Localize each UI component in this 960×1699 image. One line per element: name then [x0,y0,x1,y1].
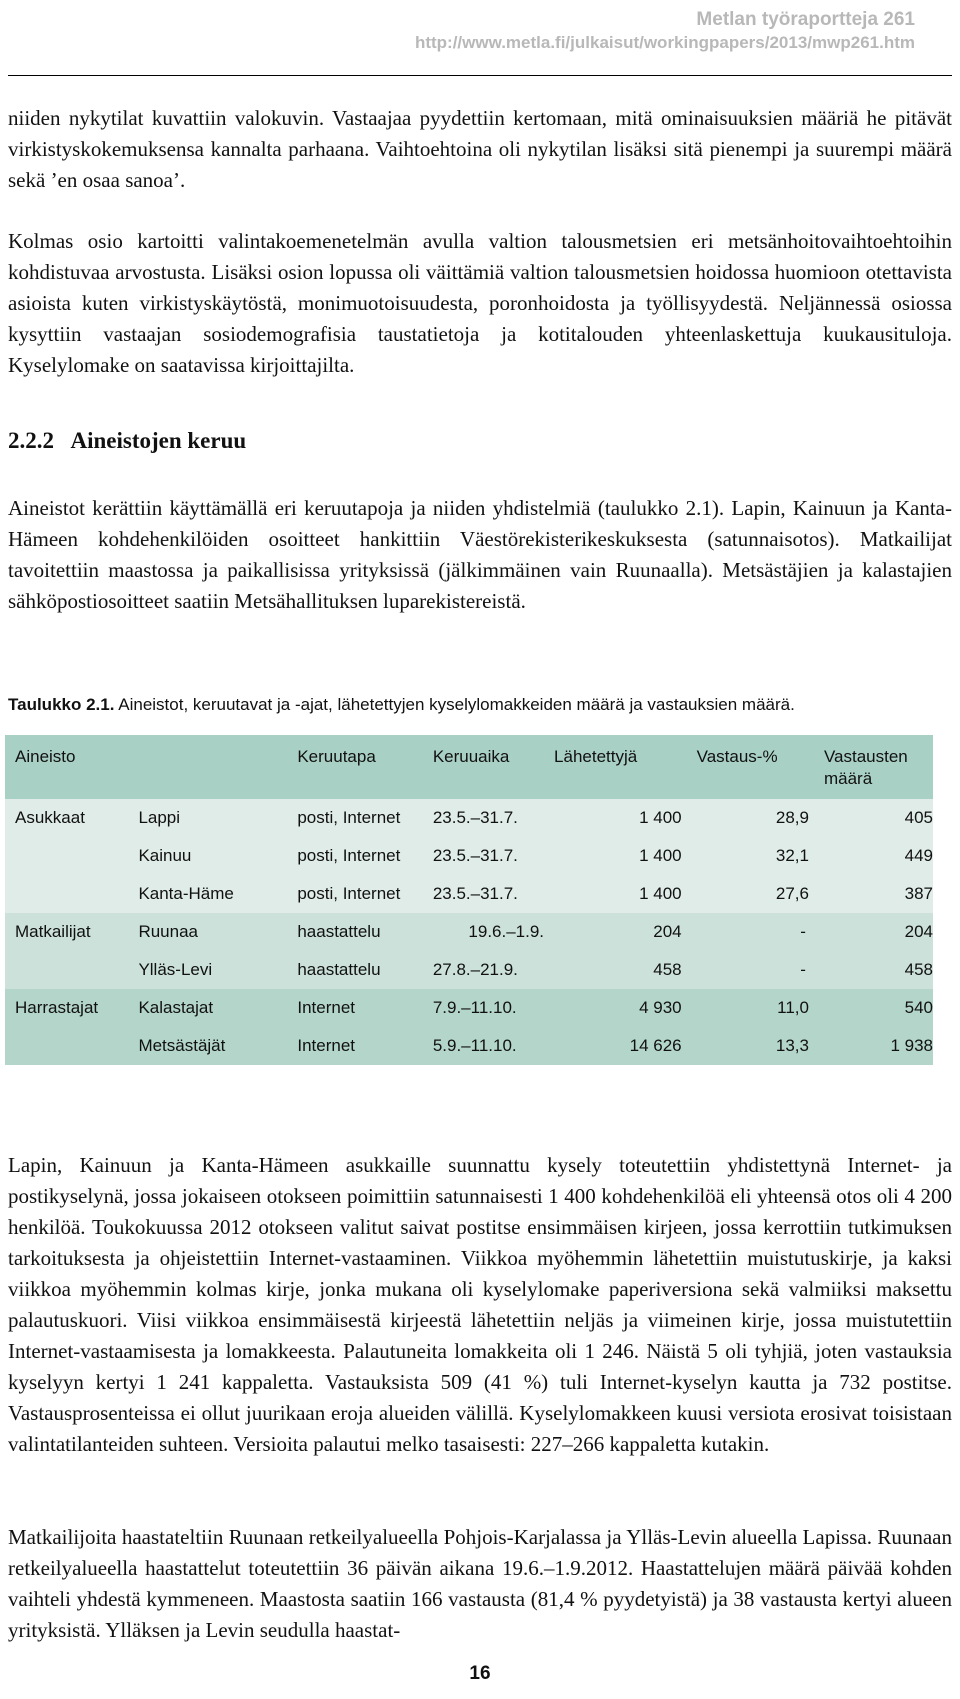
cell-sub: Ylläs-Levi [138,951,297,989]
cell-method: haastattelu [297,951,432,989]
table-caption-text: Aineistot, keruutavat ja -ajat, lähetettyjen kyselylomakkeiden määrä ja vastauksien määrä. [118,695,795,714]
group-harrastajat [5,989,933,1065]
cell-count: 458 [824,951,933,989]
paragraph-5: Matkailijoita haastateltiin Ruunaan retkeilyalueella Pohjois-Karjalassa ja Ylläs-Levin alueella Lapissa. Ruunaan retkeilyalueella haastattelut toteutettiin 36 päivän aikana 19.6.–1.9.2012. Haastattelujen määrä päivää kohden vaihteli yhdestä kymmeneen. Maastosta saatiin 166 vastausta (81,4 % pyydetyistä) ja 38 vastausta kertyi alueen yrityksistä. Ylläksen ja Levin seudulla haastat- [8,1525,952,1642]
cell-count: 387 [824,875,933,913]
cell-time: 23.5.–31.7. [433,799,554,837]
header-vastaus-pct: Vastaus-% [697,735,824,799]
section-heading [8,428,246,454]
paragraph-4: Lapin, Kainuun ja Kanta-Hämeen asukkaille suunnattu kysely toteutettiin yhdistettynä Internet- ja postikyselynä, jossa jokaiseen otokseen poimittiin satunnaisesti 1 400 kohdehenkilöä eli yhteensä otos oli 4 200 henkilöä. Toukokuussa 2012 otokseen valitut saivat postitse ensimmäisen kirjeen, jossa kerrottiin tutkimuksen tarkoituksesta ja ohjeistettiin Internet-vastaaminen. Viikkoa myöhemmin lähetettiin muistutuskirje, ja kaksi viikkoa myöhemmin kolmas kirje, jonka mukana oli kyselylomake paperiversiona sekä valmiiksi maksettu palautuskuori. Viisi viikkoa ensimmäisestä kirjeestä lähetettiin neljäs ja viimeinen kirje, jossa muistutettiin Internet-vastaamisesta ja lomakkeesta. Palautuneita lomakkeita oli 1 246. Näistä 5 oli tyhjiä, joten vastauksia kyselyyn kertyi 1 241 kappaletta. Vastauksista 509 (41 %) tuli Internet-kyselyn kautta ja 732 postitse. Vastausprosenteissa ei ollut juurikaan eroja alueiden välillä. Kyselylomakkeen kuusi versiota erosivat toisistaan valintatilanteiden suhteen. Versioita palautui melko tasaisesti: 227–266 kappaletta kutakin. [8,1153,952,1456]
cell-sent: 204 [554,913,697,951]
cell-count: 1 938 [824,1027,933,1065]
cell-pct: - [697,951,824,989]
cell-sent: 14 626 [554,1027,697,1065]
cell-pct: 28,9 [697,799,824,837]
cell-sent: 1 400 [554,875,697,913]
cell-time: 23.5.–31.7. [433,875,554,913]
cell-sub: Lappi [138,799,297,837]
cell-pct: - [697,913,824,951]
cell-method: haastattelu [297,913,432,951]
group-label: Matkailijat [5,913,138,951]
cell-method: posti, Internet [297,799,432,837]
table-caption [8,694,795,716]
series-title: Metlan työraportteja 261 [696,9,915,30]
section-title: Aineistojen keruu [70,428,247,453]
cell-sub: Metsästäjät [138,1027,297,1065]
cell-method: posti, Internet [297,875,432,913]
header-keruutapa: Keruutapa [297,735,432,799]
cell-sub: Ruunaa [138,913,297,951]
cell-sub: Kainuu [138,837,297,875]
cell-time: 23.5.–31.7. [433,837,554,875]
cell-method: Internet [297,989,432,1027]
paragraph-3: Aineistot kerättiin käyttämällä eri keruutapoja ja niiden yhdistelmiä (taulukko 2.1). Lapin, Kainuun ja Kanta-Hämeen kohdehenkilöiden osoitteet hankittiin Väestörekisterikeskuksesta (satunnaisotos). Matkailijat tavoitettiin maastossa ja paikallisissa yrityksissä (jälkimmäinen vain Ruunaalla). Metsästäjien ja kalastajien sähköpostiosoitteet saatiin Metsähallituksen luparekistereistä. [8,496,952,613]
header-keruuaika: Keruuaika [433,735,554,799]
table-row [5,1027,933,1065]
header-aineisto: Aineisto [5,735,297,799]
header-lahetettyja: Lähetettyjä [554,735,697,799]
table-row [5,913,933,951]
paragraph-1: niiden nykytilat kuvattiin valokuvin. Vastaajaa pyydettiin kertomaan, mitä ominaisuuksien määriä he pitävät virkistyskokemuksensa kannalta parhaana. Vaihtoehtoina oli nykytilan lisäksi sitä pienempi ja suurempi määrä sekä ’en osaa sanoa’. [8,106,952,192]
table-row [5,989,933,1027]
cell-sub: Kanta-Häme [138,875,297,913]
cell-time: 5.9.–11.10. [433,1027,554,1065]
cell-sent: 4 930 [554,989,697,1027]
cell-time: 7.9.–11.10. [433,989,554,1027]
table-row [5,875,933,913]
cell-time: 19.6.–1.9. [433,913,554,951]
group-label: Asukkaat [5,799,138,837]
data-table [5,735,933,1065]
cell-time: 27.8.–21.9. [433,951,554,989]
cell-pct: 32,1 [697,837,824,875]
cell-sent: 1 400 [554,837,697,875]
cell-sent: 1 400 [554,799,697,837]
group-matkailijat [5,913,933,989]
group-label: Harrastajat [5,989,138,1027]
cell-method: Internet [297,1027,432,1065]
cell-count: 204 [824,913,933,951]
paragraph-2: Kolmas osio kartoitti valintakoemenetelmän avulla valtion talousmetsien eri metsänhoitovaihtoehtoihin kohdistuvaa arvostusta. Lisäksi osion lopussa oli väittämiä valtion talousmetsien hoidossa huomioon otettavista asioista kuten virkistyskäytöstä, monimuotoisuudesta, poronhoidosta ja työllisyydestä. Neljännessä osiossa kysyttiin vastaajan sosiodemografisia taustatietoja ja kotitalouden yhteenlaskettuja kuukausituloja. Kyselylomake on saatavissa kirjoittajilta. [8,229,952,377]
table-row [5,837,933,875]
page-header [415,8,915,54]
cell-count: 449 [824,837,933,875]
cell-count: 405 [824,799,933,837]
table-row [5,799,933,837]
page-number: 16 [469,1663,491,1684]
header-url[interactable]: http://www.metla.fi/julkaisut/workingpapers/2013/mwp261.htm [414,33,915,52]
cell-sub: Kalastajat [138,989,297,1027]
table-caption-label: Taulukko 2.1. [8,695,115,714]
table-row [5,951,933,989]
cell-count: 540 [824,989,933,1027]
section-number: 2.2.2 [8,428,54,453]
group-asukkaat [5,799,933,913]
cell-pct: 13,3 [697,1027,824,1065]
header-rule [8,75,952,76]
header-vastausten-maara: Vastausten määrä [824,735,933,799]
table-header-row [5,735,933,799]
cell-method: posti, Internet [297,837,432,875]
cell-pct: 11,0 [697,989,824,1027]
cell-pct: 27,6 [697,875,824,913]
cell-sent: 458 [554,951,697,989]
